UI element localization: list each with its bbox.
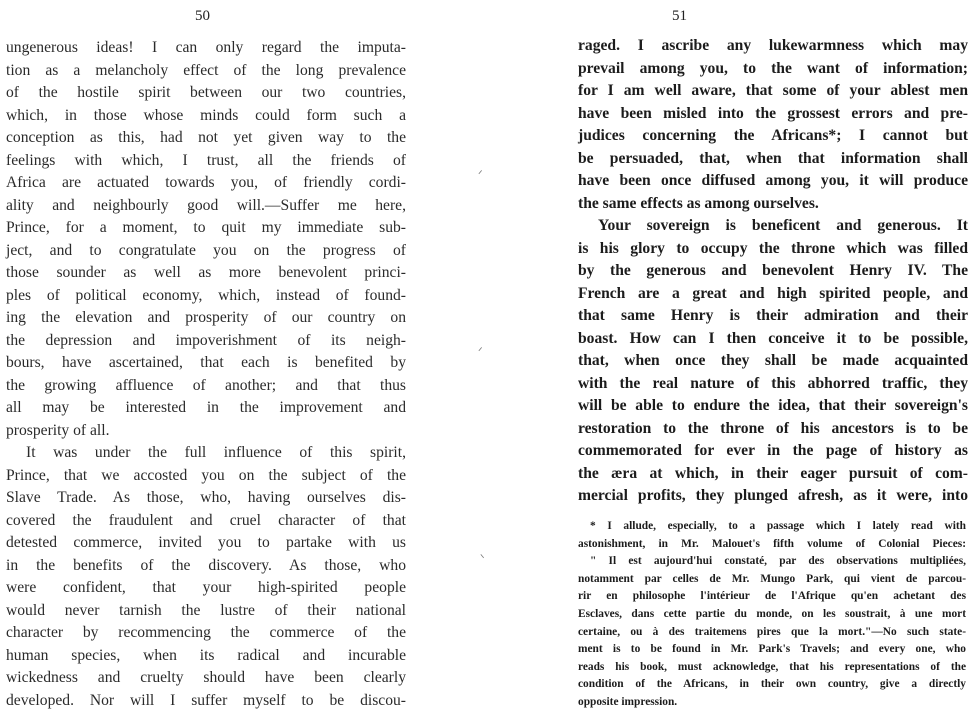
footnote-line: ment is to be found in Mr. Park's Travels; and every one, who bbox=[578, 643, 966, 656]
text-line: were confident, that your high-spirited people bbox=[6, 579, 406, 596]
text-line: covered the fraudulent and cruel character of that bbox=[6, 511, 406, 529]
right-page-number: 51 bbox=[672, 8, 687, 24]
text-line: Prince, for a moment, to quit my immediate sub- bbox=[6, 219, 406, 236]
text-line: in the benefits of the discovery. As those, who bbox=[6, 556, 406, 574]
footnote-line: * I allude, especially, to a passage which I lately read with bbox=[590, 520, 966, 532]
left-page bbox=[0, 0, 470, 725]
text-line: developed. Nor will I suffer myself to be discou- bbox=[6, 691, 406, 709]
text-line: human species, when its radical and incurable bbox=[6, 646, 406, 664]
text-line: will be able to endure the idea, that their sovereign's bbox=[578, 397, 968, 414]
text-line: would never tarnish the lustre of their national bbox=[6, 601, 406, 619]
text-line: character by recommencing the commerce of the bbox=[6, 624, 406, 641]
text-line: detested commerce, invited you to partake with us bbox=[6, 534, 406, 551]
text-line: conception as this, had not yet given way to the bbox=[6, 129, 406, 146]
footnote-line: certaine, ou à des traitemens pires que la mort."—No such state- bbox=[578, 625, 966, 638]
text-line: of the hostile spirit between our two countries, bbox=[6, 84, 406, 101]
text-line: bours, have ascertained, that each is benefited by bbox=[6, 354, 406, 371]
text-line: ples of political economy, which, instead of found- bbox=[6, 286, 406, 304]
footnote-line: condition of the Africans, in their own country, give a directly bbox=[578, 678, 966, 691]
footnote bbox=[578, 518, 966, 712]
text-line: tion as a melancholy effect of the long prevalence bbox=[6, 61, 406, 79]
left-page-text bbox=[6, 37, 406, 712]
text-line: ality and neighbourly good will.—Suffer me here, bbox=[6, 196, 406, 214]
left-page-number: 50 bbox=[195, 8, 210, 24]
text-line: that same Henry is their admiration and their bbox=[578, 307, 968, 324]
text-line: that, when once they shall be made acquainted bbox=[578, 352, 968, 369]
text-line: for I am well aware, that some of your ablest men bbox=[578, 82, 968, 99]
gutter-mark: ᐟ bbox=[478, 169, 483, 181]
text-line: mercial profits, they plunged afresh, as it were, into bbox=[578, 487, 968, 504]
gutter-mark: ᐠ bbox=[480, 553, 485, 565]
paragraph-start-line: Your sovereign is beneficent and generous. It bbox=[598, 217, 968, 234]
footnote-line: rir en philosophe l'intérieur de l'Afrique qu'en achetant des bbox=[578, 590, 966, 603]
footnote-line: " Il est aujourd'hui constaté, par des observations multipliées, bbox=[590, 555, 966, 568]
text-line: the growing affluence of another; and that thus bbox=[6, 376, 406, 394]
text-line: boast. How can I then conceive it to be possible, bbox=[578, 329, 968, 347]
text-line: feelings with which, I trust, all the friends of bbox=[6, 151, 406, 169]
right-page bbox=[490, 0, 980, 725]
text-line: ject, and to congratulate you on the progress of bbox=[6, 241, 406, 259]
right-page-text bbox=[578, 35, 968, 508]
footnote-line: opposite impression. bbox=[578, 695, 678, 708]
text-line: French are a great and high spirited people, and bbox=[578, 284, 968, 302]
paragraph-end-line: the same effects as among ourselves. bbox=[578, 194, 819, 212]
text-line: prevail among you, to the want of information; bbox=[578, 59, 968, 77]
text-line: all may be interested in the improvement and bbox=[6, 399, 406, 416]
text-line: with the real nature of this abhorred traffic, they bbox=[578, 374, 968, 392]
text-line: be persuaded, that, when that information shall bbox=[578, 149, 968, 167]
text-line: is his glory to occupy the throne which was filled bbox=[578, 239, 968, 257]
text-line: Africa are actuated towards you, of friendly cordi- bbox=[6, 174, 406, 191]
text-line: Slave Trade. As those, who, having ourselves dis- bbox=[6, 489, 406, 506]
text-line: raged. I ascribe any lukewarmness which may bbox=[578, 37, 968, 54]
text-line: by the generous and benevolent Henry IV. The bbox=[578, 262, 968, 279]
text-line: the depression and impoverishment of its neigh- bbox=[6, 331, 406, 349]
text-line: wickedness and cruelty should have been clearly bbox=[6, 669, 406, 686]
text-line: Prince, that we accosted you on the subject of the bbox=[6, 466, 406, 484]
text-line: restoration to the throne of his ancestors is to be bbox=[578, 419, 968, 437]
paragraph-start-line: It was under the full influence of this spirit, bbox=[26, 444, 406, 461]
paragraph-end-line: prosperity of all. bbox=[6, 421, 110, 439]
text-line: ing the elevation and prosperity of our country on bbox=[6, 309, 406, 326]
text-line: those sounder as well as more benevolent princi- bbox=[6, 264, 406, 281]
text-line: ungenerous ideas! I can only regard the imputa- bbox=[6, 39, 406, 56]
text-line: judices concerning the Africans*; I cannot but bbox=[578, 127, 968, 144]
footnote-line: Esclaves, dans cette partie du monde, on les soustrait, à une mort bbox=[578, 607, 966, 620]
gutter-mark: ᐟ bbox=[478, 346, 483, 358]
footnote-line: reads his book, must acknowledge, that his representations of the bbox=[578, 660, 966, 673]
footnote-line: astonishment, in Mr. Malouet's fifth volume of Colonial Pieces: bbox=[578, 537, 966, 550]
text-line: the æra at which, in their eager pursuit of com- bbox=[578, 464, 968, 482]
text-line: which, in those whose minds could form such a bbox=[6, 106, 406, 124]
text-line: have been misled into the grossest errors and pre- bbox=[578, 104, 968, 122]
text-line: commemorated for ever in the page of history as bbox=[578, 442, 968, 459]
footnote-line: notamment par celles de Mr. Mungo Park, qui vient de parcou- bbox=[578, 572, 966, 585]
text-line: have been once diffused among you, it will produce bbox=[578, 172, 968, 189]
